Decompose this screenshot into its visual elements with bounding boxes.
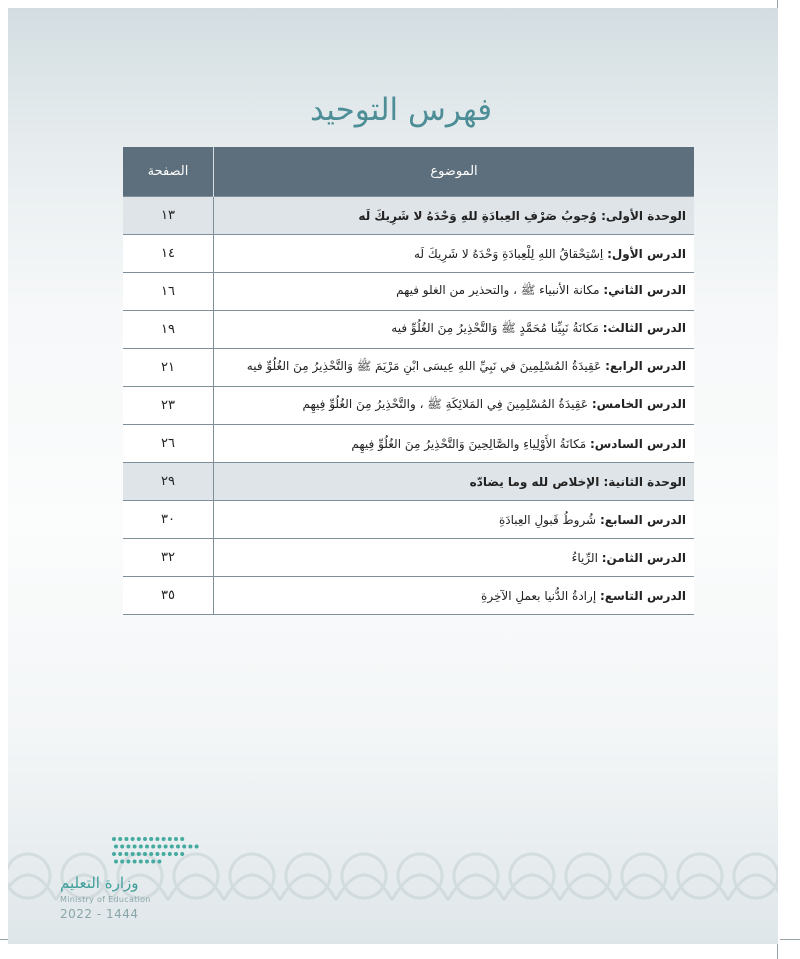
crop-mark-top — [777, 0, 778, 8]
lesson-label: الدرس السابع: — [599, 512, 686, 527]
lesson-label: الوحدة الأولى: — [601, 208, 686, 223]
lesson-title: الإخلاص لله وما يضادّه — [469, 474, 600, 489]
lesson-title: شُروطُ قَبولِ العِبادَةِ — [498, 512, 597, 527]
lesson-label: الدرس الرابع: — [605, 359, 686, 373]
topic-cell — [214, 197, 695, 235]
page-number: ٣٢ — [123, 539, 214, 577]
lesson-row — [123, 349, 694, 387]
page-number: ١٦ — [123, 273, 214, 311]
page-number: ٢٩ — [123, 463, 214, 501]
lesson-row — [123, 577, 694, 615]
lesson-title: مكانة الأنبياء ﷺ ، والتحذير من الغلو فيهم — [396, 283, 600, 297]
lesson-label: الدرس السادس: — [589, 436, 686, 451]
page-number: ٣٠ — [123, 501, 214, 539]
lesson-label: الدرس التاسع: — [599, 588, 686, 603]
lesson-label: الوحدة الثانية: — [603, 474, 686, 489]
ministry-logo — [60, 834, 210, 924]
logo-year: 2022 - 1444 — [60, 907, 139, 921]
lesson-row — [123, 273, 694, 311]
topic-cell — [214, 273, 695, 311]
lesson-row — [123, 539, 694, 577]
lesson-row — [123, 501, 694, 539]
lesson-row — [123, 387, 694, 425]
page-number: ١٩ — [123, 311, 214, 349]
logo-dots-icon — [106, 834, 200, 868]
book-page — [8, 8, 778, 944]
page-number: ٢٦ — [123, 425, 214, 463]
lesson-title: مَكانَةُ الأَوْلِياءِ والصَّالِحِينَ وَالتَّحْذِيرُ مِنَ الغُلُوِّ فِيهِم — [351, 436, 587, 451]
lesson-label: الدرس الأول: — [607, 246, 686, 261]
topic-cell — [214, 577, 695, 615]
column-header-page: الصفحة — [123, 147, 214, 197]
page-number: ٢١ — [123, 349, 214, 387]
topic-cell — [214, 311, 695, 349]
lesson-title: الرِّياءُ — [571, 550, 598, 565]
topic-cell — [214, 387, 695, 425]
page-number: ٣٥ — [123, 577, 214, 615]
topic-cell — [214, 235, 695, 273]
column-header-topic: الموضوع — [214, 147, 695, 197]
topic-cell — [214, 425, 695, 463]
lesson-label: الدرس الثاني: — [603, 283, 686, 297]
page-number: ١٤ — [123, 235, 214, 273]
crop-mark-bottom — [777, 944, 778, 959]
lesson-row — [123, 425, 694, 463]
lesson-label: الدرس الثالث: — [602, 321, 686, 335]
lesson-title: إرادةُ الدُّنيا بعملِ الآخِرةِ — [481, 588, 597, 603]
lesson-row — [123, 235, 694, 273]
lesson-title: اِسْتِحْقاقُ اللهِ لِلْعِبادَةِ وَحْدَهُ لا شَرِيكَ لَه — [413, 246, 604, 261]
unit-row — [123, 463, 694, 501]
lesson-title: عَقِيدَةُ المُسْلِمِينَ فِي المَلائِكَةِ ﷺ ، والتَّحْذِيرُ مِنَ الغُلُوِّ فِيهِم — [302, 397, 588, 411]
lesson-title: عَقِيدَةُ المُسْلِمِينَ في نَبِيِّ اللهِ عِيسَى ابْنِ مَرْيَمَ ﷺ وَالتَّحْذِيرُ مِنَ الغُلُوِّ فيه — [246, 359, 602, 373]
logo-name: وزارة التعليم — [60, 874, 139, 892]
unit-row — [123, 197, 694, 235]
crop-mark-right — [780, 939, 800, 940]
topic-cell — [214, 539, 695, 577]
lesson-label: الدرس الخامس: — [591, 397, 686, 411]
table-body — [123, 197, 694, 615]
crop-mark-left — [0, 939, 8, 940]
lesson-title: مَكانَةُ نَبِيِّنا مُحَمَّدٍ ﷺ وَالتَّحْذِيرُ مِنَ الغُلُوِّ فيه — [391, 321, 599, 335]
logo-subtitle: Ministry of Education — [60, 895, 151, 904]
table-of-contents — [123, 147, 694, 615]
page-number: ٢٣ — [123, 387, 214, 425]
page-number: ١٣ — [123, 197, 214, 235]
lesson-label: الدرس الثامن: — [601, 550, 686, 565]
topic-cell — [214, 349, 695, 387]
lesson-row — [123, 311, 694, 349]
lesson-title: وُجوبُ صَرْفِ العِبادَةِ للهِ وَحْدَهُ لا شَرِيكَ لَه — [358, 208, 597, 223]
table-header-row — [123, 147, 694, 197]
topic-cell — [214, 501, 695, 539]
page-title: فهرس التوحيد — [309, 92, 493, 128]
topic-cell — [214, 463, 695, 501]
